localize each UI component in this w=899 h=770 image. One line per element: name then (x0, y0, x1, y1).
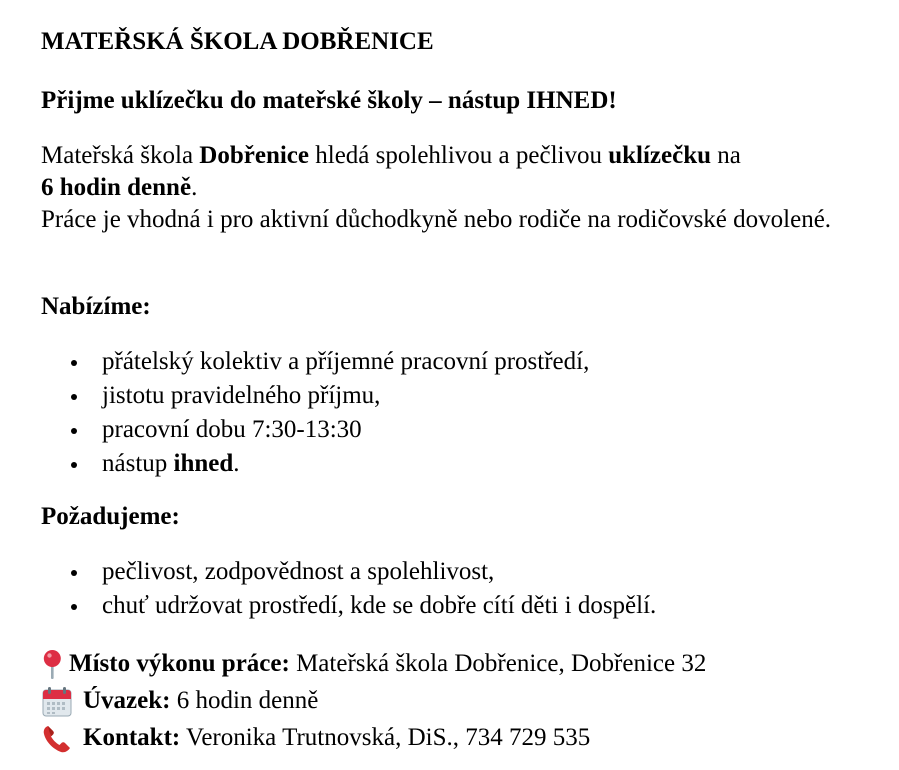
info-place-label: Místo výkonu práce: (69, 650, 290, 677)
info-load-label: Úvazek: (83, 687, 171, 714)
intro-emphasis-position: uklízečku (608, 142, 712, 169)
list-item (41, 345, 589, 379)
intro-paragraph-2: Práce je vhodná i pro aktivní důchodkyně nebo rodiče na rodičovské dovolené. (41, 206, 832, 233)
intro-text (41, 140, 841, 236)
requirements-list (41, 555, 656, 623)
list-item-text: nástup (102, 450, 174, 477)
list-item (41, 555, 656, 589)
bullet-icon (71, 394, 77, 400)
bullet-icon (71, 570, 77, 576)
page-title: MATEŘSKÁ ŠKOLA DOBŘENICE (41, 28, 434, 55)
round-pushpin-icon (41, 649, 63, 681)
list-item-text: pracovní dobu 7:30-13:30 (102, 416, 362, 443)
bullet-icon (71, 462, 77, 468)
list-item-text: . (233, 450, 240, 477)
info-contact-value: Veronika Trutnovská, DiS., 734 729 535 (180, 724, 591, 751)
info-contact-label: Kontakt: (83, 724, 181, 751)
list-item-emphasis: ihned (173, 450, 234, 477)
list-item-text: jistotu pravidelného příjmu, (102, 382, 381, 409)
requirements-heading: Požadujeme: (41, 503, 180, 530)
telephone-receiver-icon (41, 723, 73, 755)
list-item (41, 413, 589, 447)
offer-heading: Nabízíme: (41, 293, 151, 320)
intro-emphasis-hours: 6 hodin denně (41, 174, 192, 201)
list-item-text: přátelský kolektiv a příjemné pracovní prostředí, (102, 348, 590, 375)
list-item-text: chuť udržovat prostředí, kde se dobře cítí děti i dospělí. (102, 592, 657, 619)
bullet-icon (71, 428, 77, 434)
intro-paragraph-1 (41, 140, 841, 204)
info-place-row (41, 645, 706, 683)
info-contact-row (41, 719, 590, 757)
intro-text-segment: na (711, 142, 741, 169)
list-item (41, 379, 589, 413)
telephone-receiver-svg (41, 723, 73, 755)
info-place-value: Mateřská škola Dobřenice, Dobřenice 32 (289, 650, 707, 677)
calendar-icon (41, 686, 73, 718)
page-subtitle: Přijme uklízečku do mateřské školy – nástup IHNED! (41, 87, 617, 114)
intro-text-segment: hledá spolehlivou a pečlivou (309, 142, 609, 169)
intro-emphasis-school: Dobřenice (199, 142, 309, 169)
calendar-svg (41, 686, 73, 718)
round-pushpin-svg (41, 649, 63, 681)
intro-text-segment: . (191, 174, 198, 201)
list-item-text: pečlivost, zodpovědnost a spolehlivost, (102, 558, 495, 585)
offer-list (41, 345, 589, 481)
bullet-icon (71, 360, 77, 366)
list-item (41, 447, 589, 481)
bullet-icon (71, 604, 77, 610)
info-load-row (41, 682, 318, 720)
info-load-value: 6 hodin denně (170, 687, 319, 714)
list-item (41, 589, 656, 623)
intro-text-segment: Mateřská škola (41, 142, 200, 169)
